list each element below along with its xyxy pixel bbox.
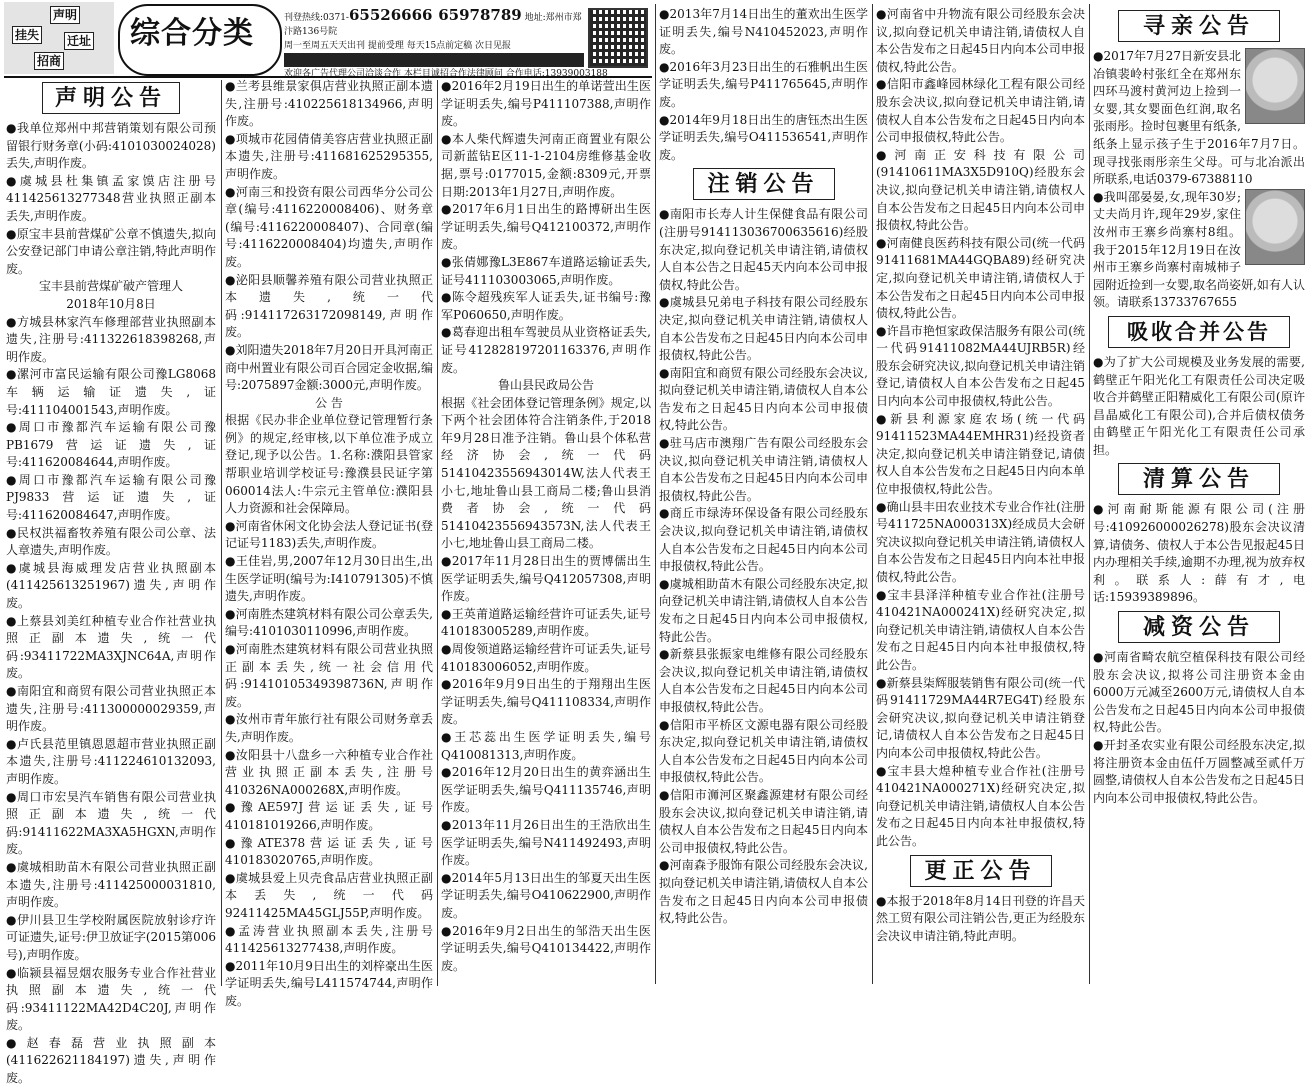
section-heading: 寻亲公告 <box>1118 10 1280 42</box>
notice-item: ●2016年2月19日出生的单诺萱出生医学证明丢失,编号P411107388,声明作废。 <box>441 79 651 129</box>
notice-item: ●2017年11月28日出生的贾博儒出生医学证明丢失,编号Q412057308,声明作废。 <box>441 554 651 604</box>
notice-item: ●临颍县福昱烟农服务专业合作社营业执照副本遗失,统一代码:93411122MA42D4C20J,声明作废。 <box>6 965 216 1033</box>
notice-item: ●原宝丰县前营煤矿公章不慎遗失,拟向公安登记部门申请公章注销,特此声明作废。 <box>6 226 216 276</box>
notice-bar <box>284 53 584 67</box>
section-heading: 清算公告 <box>1118 463 1280 495</box>
notice-item: ●河南省中升物流有限公司经股东会决议,拟向登记机关申请注销,请债权人自本公告发布之日起45日内向本公司申报债权,特此公告。 <box>876 7 1085 74</box>
notice-item: ●王佳岩,男,2007年12月30日出生,出生医学证明(编号为:I410791305)不慎遗失,声明作废。 <box>225 554 433 604</box>
notice-item: ●卢氏县范里镇恩恩超市营业执照正副本遗失,注册号:411224610132093,声明作废。 <box>6 736 216 786</box>
notice-item: ●河南健良医药科技有限公司(统一代码91411681MA44GQBA89)经研究决定,拟向登记机关申请注销,请债权人于本公告发布之日起45日内向本公司申报债权,特此公告。 <box>876 235 1085 321</box>
notice-item: ●孟涛营业执照副本丢失,注册号411425613277438,声明作废。 <box>225 923 433 956</box>
notice-item: ●王英莆道路运输经营许可证丢失,证号410183005289,声明作废。 <box>441 606 651 639</box>
column-divider <box>655 4 656 984</box>
hotline-label: 刊登热线:0371- <box>284 13 349 23</box>
masthead-title-box <box>118 4 282 76</box>
logo-tag: 声明 <box>50 6 80 24</box>
notice-item: ●河南省畸农航空植保科技有限公司经股东会决议,拟将公司注册资本金由6000万元减至2600万元,请债权人自本公告发布之日起45日内向本公司申报债权,特此公告。 <box>1093 650 1305 735</box>
notice-item: ●我叫邵晏晏,女,现年30岁;丈夫尚月许,现年29岁,家住汝州市王寨乡尚寨村8组。我于2015年12月19日在汝州市王寨乡尚寨村南城柿子园附近捡到一女婴,取名尚姿妍,如有人认领。请联系13733767655 <box>1093 189 1305 310</box>
notice-item: ●本报于2018年8月14日刊登的许昌天然工贸有限公司注销公告,更正为经股东会决议申请注销,特此声明。 <box>876 893 1085 943</box>
masthead <box>4 2 652 78</box>
notice-signature: 宝丰县前营煤矿破产管理人 <box>38 279 183 294</box>
notice-item: ●2014年5月13日出生的邹夏天出生医学证明丢失,编号O410622900,声明作废。 <box>441 870 651 920</box>
notice-item: ●泌阳县顺馨养殖有限公司营业执照正本遗失,统一代码:914117263172098149,声明作废。 <box>225 272 433 340</box>
notice-item: ●虞城县兄弟电子科技有限公司经股东决定,拟向登记机关申请注销,请债权人自本公告发布之日起45日内向本公司申报债权,特此公告。 <box>659 295 868 363</box>
notice-item: ●河南正安科技有限公司(91410611MA3X5D910Q)经股东会决议,拟向登记机关申请注销,请债权人自本公告发布之日起45日内向本公司申报债权,特此公告。 <box>876 147 1085 233</box>
logo-tag: 迁址 <box>64 32 94 50</box>
phone-number: 65526666 <box>348 6 433 24</box>
notice-item: ●周口市豫都汽车运输有限公司豫PB1679营运证遗失,证号:411620084644,声明作废。 <box>6 420 216 470</box>
notice-item: ●2017年7月27日新安县北冶镇裴岭村张红全在郑州东四环马渡村黄河边上捡到一女婴,其女婴面色红润,取名张雨彤。捡时包裹里有纸条,纸条上显示孩子生于2016年7月7日。现寻找张雨彤亲生父母。可与北冶派出所联系,电话0379-67388110 <box>1093 49 1305 187</box>
notice-item: ●宝丰县泽洋种植专业合作社(注册号410421NA000241X)经研究决定,拟向登记机关申请注销,请债权人自本公告发布之日起45日内向本社申报债权,特此公告。 <box>876 587 1085 672</box>
notice-item: ●漯河市富民运输有限公司豫LG8068车辆运输证遗失,证号:411104001543,声明作废。 <box>6 367 216 417</box>
notice-item: ●2011年10月9日出生的刘梓豪出生医学证明丢失,编号L411574744,声明作废。 <box>225 958 433 1008</box>
notice-item: ●汝阳县十八盘乡一六种植专业合作社营业执照正副本丢失,注册号410326NA000268X,声明作废。 <box>225 747 433 797</box>
notice-item: ●周俊领道路运输经营许可证丢失,证号410183006052,声明作废。 <box>441 642 651 674</box>
notice-item: ●2016年9月2日出生的邹浩天出生医学证明丢失,编号Q410134422,声明作废。 <box>441 923 651 973</box>
notice-item: ●虞城县杜集镇孟家馍店注册号411425613277348营业执照正副本丢失,声明作废。 <box>6 173 216 223</box>
notice-item: ●上蔡县刘美红种植专业合作社营业执照正副本遗失,统一代码:93411722MA3XJNC64A,声明作废。 <box>6 613 216 681</box>
notice-item: ●河南耐斯能源有限公司(注册号:410926000026278)股东会决议清算,请债务、债权人于本公告见报起45日内办理相关手续,逾期不办理,视为放弃权利。联系人:薛有才,电话:15939389896。 <box>1093 502 1305 605</box>
notice-item: ●河南胜杰建筑材料有限公司营业执照正副本丢失,统一社会信用代码:91410105349398736N,声明作废。 <box>225 642 433 709</box>
notice-item: ●商丘市绿涛环保设备有限公司经股东会决议,拟向登记机关申请注销,请债权人自本公告发布之日起45日内向本公司申报债权,特此公告。 <box>659 506 868 574</box>
column-2 <box>225 78 433 1008</box>
notice-item: ●2016年9月9日出生的于翔翔出生医学证明丢失,编号Q411108334,声明作废。 <box>441 677 651 727</box>
notice-item: ●方城县林家汽车修理部营业执照副本遗失,注册号:411322618398268,声明作废。 <box>6 314 216 364</box>
phone-number: 65978789 <box>438 6 522 24</box>
section-heading: 更正公告 <box>910 855 1052 887</box>
notice-item: ●南阳宜和商贸有限公司经股东会决议,拟向登记机关申请注销,请债权人自本公告发布之日起45日内向本公司申报债权,特此公告。 <box>659 365 868 433</box>
notice-title: 鲁山县民政局公告 <box>497 378 594 393</box>
notice-title: 公 告 <box>315 395 343 410</box>
cooperation-notice: 欢迎各广告代理公司洽谈合作 本栏目诚招合作法律顾问 合作电话:13939003188 <box>284 69 608 79</box>
notice-item: ●开封圣农实业有限公司经股东决定,拟将注册资本金由伍仟万圆整减至贰仟万圆整,请债权人自本公告发布之日起45日内向本公司申报债权,特此公告。 <box>1093 738 1305 805</box>
notice-item: ●豫ATE378营运证丢失,证号410183020765,声明作废。 <box>225 835 433 868</box>
notice-item: ●项城市花园倩倩美容店营业执照正副本遗失,注册号:411681625295355,声明作废。 <box>225 131 433 181</box>
notice-item: ●陈令超残疾军人证丢失,证书编号:豫军P060650,声明作废。 <box>441 290 651 322</box>
child-photo <box>1245 189 1305 265</box>
notice-item: ●新蔡县张振家电维修有限公司经股东会决议,拟向登记机关申请注销,请债权人自本公告发布之日起45日内向本公司申报债权,特此公告。 <box>659 647 868 714</box>
notice-item: ●宝丰县大煌种植专业合作社(注册号410421NA000271X)经研究决定,拟向登记机关申请注销,请债权人自本公告发布之日起45日内向本社申报债权,特此公告。 <box>876 763 1085 848</box>
notice-item: ●新蔡县柒辉服装销售有限公司(统一代码91411729MA44R7EG4T)经股东会研究决议,拟向登记机关申请注销登记,请债权人自本公告发布之日起45日内向本公司申报债权,特此公告。 <box>876 675 1085 760</box>
notice-item: ●赵春磊营业执照副本(411622621184197)遗失,声明作废。 <box>6 1035 216 1086</box>
notice-item: ●虞城相助苗木有限公司营业执照正副本遗失,注册号:411425000031810,声明作废。 <box>6 859 216 910</box>
section-heading: 注销公告 <box>693 168 835 200</box>
notice-item: ●信阳市鑫峰园林绿化工程有限公司经股东会决议,拟向登记机关申请注销,请债权人自本公告发布之日起45日内向本公司申报债权,特此公告。 <box>876 77 1085 145</box>
notice-item: ●2016年3月23日出生的石雅帆出生医学证明丢失,编号P411765645,声明作废。 <box>659 59 868 109</box>
column-6 <box>1093 6 1305 984</box>
notice-date: 2018年10月8日 <box>66 296 156 311</box>
notice-item: 根据《民办非企业单位登记管理暂行条例》的规定,经审核,以下单位准予成立登记,现予以公告。1.名称:濮阳县管家帮职业培训学校证号:豫濮县民证字第060014法人:牛宗元主管单位:濮阳县人力资源和社会保障局。 <box>225 413 433 516</box>
notice-item: ●确山县丰田农业技术专业合作社(注册号411725NA000313X)经成员大会研究决议拟向登记机关申请注销,请债权人自本公告发布之日起45日内向本社申报债权,特此公告。 <box>876 499 1085 584</box>
section-heading: 减资公告 <box>1118 611 1280 643</box>
notice-item: ●为了扩大公司规模及业务发展的需要,鹤壁正午阳光化工有限责任公司决定吸收合并鹤壁正阳精威化工有限公司(原许昌晶威化工有限公司),合并后债权债务由鹤壁正午阳光化工有限责任公司承担。 <box>1093 354 1305 457</box>
column-divider <box>872 4 873 984</box>
masthead-info <box>284 6 608 79</box>
notice-item: ●伊川县卫生学校附属医院放射诊疗许可证遗失,证号:伊卫放证字(2015第006号),声明作废。 <box>6 912 216 962</box>
notice-item: 根据《社会团体登记管理条例》规定,以下两个社会团体符合注销条件,于2018年9月28日准予注销。鲁山县个体私营经济协会,统一代码51410423556943014W,法人代表王小七,地址鲁山县工商局二楼;鲁山县消费者协会,统一代码51410423556943573N,法人代表王小七,地址鲁山县工商局二楼。 <box>441 395 651 551</box>
section-heading: 吸收合并公告 <box>1108 316 1290 348</box>
notice-item: ●兰考县维景家俱店营业执照正副本遗失,注册号:410225618134966,声明作废。 <box>225 79 433 129</box>
notice-item: ●信阳市平桥区文源电器有限公司经股东决定,拟向登记机关申请注销,请债权人自本公告发布之日起45日内向本公司申报债权,特此公告。 <box>659 717 868 785</box>
notice-item: ●王芯蕊出生医学证明丢失,编号Q410081313,声明作废。 <box>441 729 651 762</box>
notice-item: ●信阳市浉河区聚鑫源建材有限公司经股东会决议,拟向登记机关申请注销,请债权人自本公告发布之日起45日内向本公司申报债权,特此公告。 <box>659 787 868 855</box>
column-divider <box>221 80 222 986</box>
logo-tag: 招商 <box>34 52 64 70</box>
notice-item: ●2017年6月1日出生的路博研出生医学证明丢失,编号Q412100372,声明作废。 <box>441 202 651 252</box>
notice-item: ●南阳宜和商贸有限公司营业执照正本遗失,注册号:411300000029359,声明作废。 <box>6 684 216 734</box>
column-4 <box>659 6 868 984</box>
qr-code <box>588 8 648 68</box>
notice-item: ●我单位郑州中邦营销策划有限公司预留银行财务章(小码:4101030024028)丢失,声明作废。 <box>6 121 216 171</box>
notice-item: ●新县利源家庭农场(统一代码91411523MA44EMHR31)经投资者决定,拟向登记机关申请注销登记,请债权人自本公告发布之日起45日内向本单位申报债权,特此公告。 <box>876 411 1085 497</box>
notice-item: ●2013年7月14日出生的董欢出生医学证明丢失,编号N410452023,声明作废。 <box>659 7 868 57</box>
notice-item: ●河南省休闲文化协会法人登记证书(登记证号1183)丢失,声明作废。 <box>225 518 433 551</box>
logo-tag: 挂失 <box>12 26 42 44</box>
notice-item: ●2014年9月18日出生的唐钰杰出生医学证明丢失,编号O411536541,声明作废。 <box>659 112 868 162</box>
notice-item: ●许昌市艳恒家政保洁服务有限公司(统一代码91411082MA44UJRB5R)经股东会研究决议,拟向登记机关申请注销登记,请债权人自本公告发布之日起45日内向本公司申报债权,特此公告。 <box>876 323 1085 409</box>
notice-item: ●河南三和投资有限公司西华分公司公章(编号:4116220008406)、财务章(编号:4116220008407)、合同章(编号:4116220008404)均遗失,声明作废。 <box>225 184 433 269</box>
notice-item: ●民权洪福畜牧养殖有限公司公章、法人章遗失,声明作废。 <box>6 525 216 558</box>
notice-item: ●本人柴代辉遗失河南正商置业有限公司新蓝钻E区11-1-2104房维修基金收据,票号:0177015,金额:8309元,开票日期:2013年1月27日,声明作废。 <box>441 131 651 199</box>
notice-item: ●驻马店市澳翔广告有限公司经股东会决议,拟向登记机关申请注销,请债权人自本公告发布之日起45日内向本公司申报债权,特此公告。 <box>659 436 868 503</box>
notice-item: ●葛春迎出租车驾驶员从业资格证丢失,证号412828197201163376,声明作废。 <box>441 325 651 375</box>
section-heading: 声明公告 <box>42 82 180 114</box>
column-5 <box>876 6 1085 984</box>
child-photo <box>1245 48 1305 124</box>
notice-item: ●周口市豫都汽车运输有限公司豫PJ9833营运证遗失,证号:411620084647,声明作废。 <box>6 472 216 523</box>
notice-item: ●河南森予服饰有限公司经股东会决议,拟向登记机关申请注销,请债权人自本公告发布之日起45日内向本公司申报债权,特此公告。 <box>659 858 868 926</box>
notice-item: ●河南胜杰建筑材料有限公司公章丢失,编号:4101030110996,声明作废。 <box>225 606 433 639</box>
column-divider <box>437 80 438 986</box>
notice-item: ●虞城相助苗木有限公司经股东决定,拟向登记机关申请注销,请债权人自本公告发布之日起45日内向本公司申报债权,特此公告。 <box>659 576 868 644</box>
page-title: 综合分类 <box>130 16 254 51</box>
column-3 <box>441 78 651 984</box>
publish-hours: 周一至周五天天出刊 提前受理 每天15点前定稿 次日见报 <box>284 41 512 51</box>
column-divider <box>1089 4 1090 984</box>
masthead-logo <box>4 2 114 74</box>
notice-item: ●张倩娜豫L3E867车道路运输证丢失,证号411103003065,声明作废。 <box>441 254 651 287</box>
notice-item: ●周口市宏昊汽车销售有限公司营业执照正副本遗失,统一代码:91411622MA3XA5HGXN,声明作废。 <box>6 789 216 857</box>
notice-item: ●汝州市青年旅行社有限公司财务章丢失,声明作废。 <box>225 712 433 744</box>
notice-item: ●刘阳遗失2018年7月20日开具河南正商中州置业有限公司百合园定金收据,编号:2075897金额:3000元,声明作废。 <box>225 342 433 393</box>
address: 地址:郑州市郑汴路136号院 <box>284 13 582 37</box>
notice-item: ●虞城县海威理发店营业执照副本(411425613251967)遗失,声明作废。 <box>6 560 216 611</box>
column-1 <box>6 78 216 1086</box>
notice-item: ●豫AE597J营运证丢失,证号410181019266,声明作废。 <box>225 800 433 832</box>
notice-item: ●2016年12月20日出生的黄弈涵出生医学证明丢失,编号Q411135746,声明作废。 <box>441 765 651 815</box>
notice-item: ●南阳市长寿人计生保健食品有限公司(注册号914113036700635616)经股东决定,拟向登记机关申请注销,请债权人自本公告之日起45天内向本公司申报债权,特此公告。 <box>659 207 868 292</box>
notice-item: ●虞城县爱上贝壳食品店营业执照正副本丢失,统一代码92411425MA45GLJ55P,声明作废。 <box>225 870 433 920</box>
notice-item: ●2013年11月26日出生的王浩欣出生医学证明丢失,编号N411492493,声明作废。 <box>441 817 651 868</box>
